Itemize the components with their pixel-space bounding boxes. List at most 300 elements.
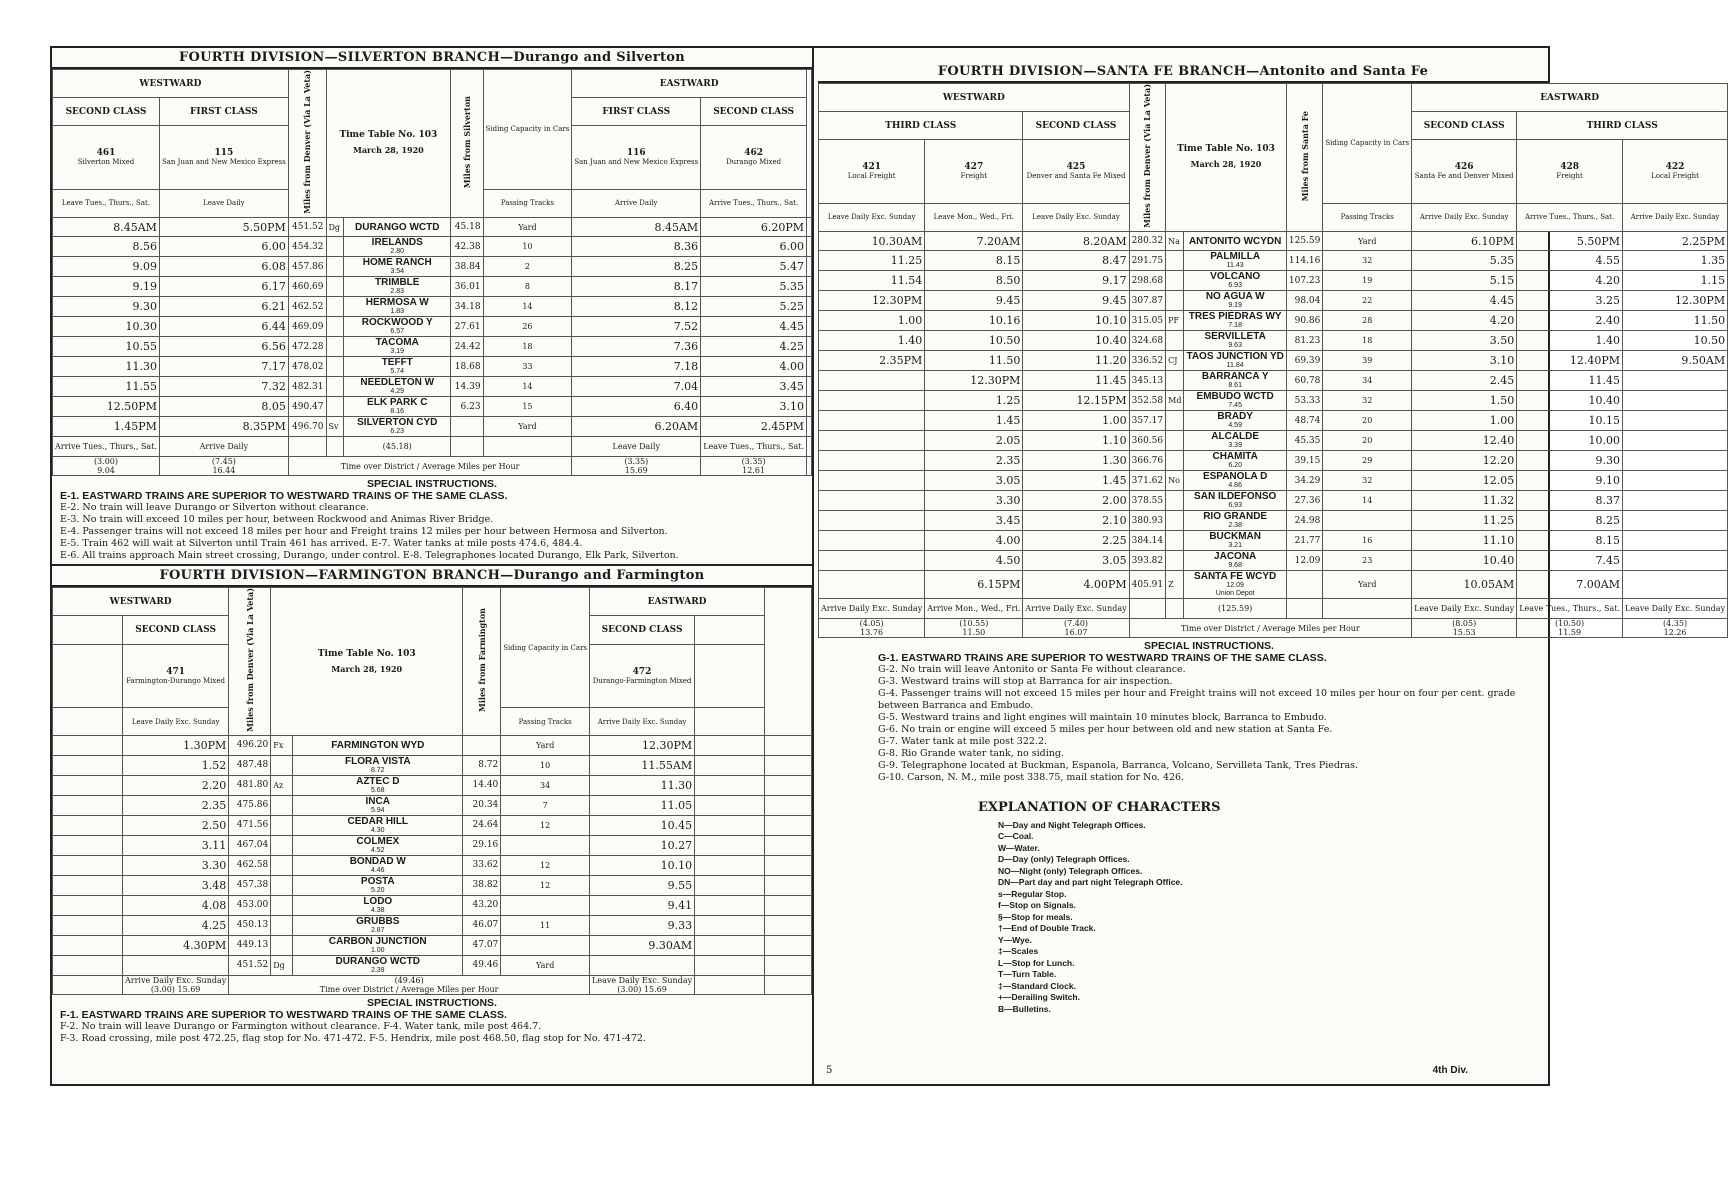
time-cell: 8.35PM — [159, 417, 288, 437]
time-cell: 7.17 — [159, 357, 288, 377]
siding-cell — [501, 835, 590, 855]
station-name: TACOMA 3.19 — [344, 337, 451, 357]
train-472: 472 Durango-Farmington Mixed — [590, 644, 695, 707]
miles-farmington-cell: 20.34 — [463, 795, 501, 815]
time-cell — [1623, 551, 1728, 571]
miles-silverton-cell: 14.39 — [451, 377, 483, 397]
silverton-title: FOURTH DIVISION—SILVERTON BRANCH—Durango and Silverton — [52, 48, 812, 69]
arrive-note: Arrive Daily Exc. Sunday — [1419, 213, 1509, 222]
time-cell: 10.30AM — [819, 231, 925, 251]
special-instructions-heading: SPECIAL INSTRUCTIONS. — [1144, 640, 1274, 653]
station-name: COLMEX 4.52 — [293, 835, 463, 855]
time-cell — [1623, 571, 1728, 599]
time-cell: 3.05 — [925, 471, 1023, 491]
miles-denver-cell: 451.52 — [288, 217, 326, 237]
station-name: JACONA 9.68 — [1184, 551, 1286, 571]
miles-denver-cell: 454.32 — [288, 237, 326, 257]
miles-denver-cell: 496.70 — [288, 417, 326, 437]
table-row — [53, 775, 812, 795]
westward-heading: WESTWARD — [53, 588, 229, 616]
legend-item: L—Stop for Lunch. — [998, 957, 1075, 968]
siding-heading: Siding Capacity in Cars — [503, 643, 588, 652]
special-instructions-heading: SPECIAL INSTRUCTIONS. — [367, 997, 497, 1010]
instruction-line: G-6. No train or engine will exceed 5 miles per hour between old and new station at Santa Fe. — [878, 724, 1333, 736]
table-row — [819, 251, 1728, 271]
station-code — [271, 875, 293, 895]
table-row — [53, 217, 812, 237]
station-name: FLORA VISTA 8.72 — [293, 755, 463, 775]
siding-cell: 2 — [483, 257, 572, 277]
siding-cell: 18 — [1323, 331, 1412, 351]
station-name: SILVERTON CYD 6.23 — [344, 417, 451, 437]
miles-silverton-cell — [451, 417, 483, 437]
legend-item: Y—Wye. — [998, 934, 1032, 945]
explanation-title: EXPLANATION OF CHARACTERS — [978, 800, 1221, 815]
miles-silverton-cell: 38.84 — [451, 257, 483, 277]
miles-denver-cell: 384.14 — [1129, 531, 1166, 551]
miles-denver-cell: 291.75 — [1129, 251, 1166, 271]
farmington-table: WESTWARD Miles from Denver (Via La Veta) Time Table No. 103 March 28, 1920 Miles from Farmington Siding Capacity in Cars EASTWARD SECOND CLASS SECOND CLASS 471 Farmington-Durango Mixed 472 Durango-Farmington Mixed Leave Daily Exc. Sunday Passing Tracks Arrive Daily Exc. Sunday 1.30PM 496.20 Fx FARMINGTON WYD Yard 12.30PM 1.52 487.48 FLORA VISTA 8.72 8.72 10 11.55AM 2.20 481.80 Az AZTEC D 5.68 14.40 34 11.30 2.35 475.86 INCA 5.94 20.34 7 11.05 2.50 471.56 CEDAR HILL 4.30 24.64 12 10.45 3.11 467.04 COLMEX 4.52 29.16 10.27 3.30 462.58 BONDAD W 4.46 33.62 12 10.10 3.48 457.38 POSTA 5.20 38.82 12 9.55 4.08 453.00 LODO 4.38 43.20 9.41 4.25 450.13 GRUBBS 2.87 46.07 11 9.33 4.30PM 449.13 CARBON JUNCTION 1.00 47.07 9.30AM 451.52 Dg DURANGO WCTD 2.39 49.46 Yard Arrive Daily Exc. Sunday (3.00) 15.69 (49.46) Time over District / Average Miles per Hour Leave Daily Exc. Sunday (3.00) 15.69 — [52, 587, 812, 995]
miles-santafe-cell: 34.29 — [1286, 471, 1323, 491]
miles-denver-cell: 453.00 — [229, 895, 271, 915]
leave-note: Leave Tues., Thurs., Sat. — [703, 442, 804, 452]
instruction-line: E-1. EASTWARD TRAINS ARE SUPERIOR TO WESTWARD TRAINS OF THE SAME CLASS. — [60, 490, 508, 503]
miles-farmington-cell: 24.64 — [463, 815, 501, 835]
instruction-line: G-9. Telegraphone located at Buckman, Espanola, Barranca, Volcano, Servilleta Tank, Tres Piedras. — [878, 760, 1359, 772]
page-number: 5 — [826, 1065, 833, 1076]
time-cell: 11.55 — [53, 377, 160, 397]
farmington-rows — [53, 736, 812, 976]
miles-silverton-cell: 6.23 — [451, 397, 483, 417]
miles-farmington-cell: 8.72 — [463, 755, 501, 775]
eastward-heading: EASTWARD — [572, 70, 807, 98]
table-row — [819, 531, 1728, 551]
silverton-instructions — [52, 476, 812, 564]
time-cell: 11.30 — [53, 357, 160, 377]
class-heading: SECOND CLASS — [53, 98, 160, 126]
train-426: 426 Santa Fe and Denver Mixed — [1412, 140, 1517, 203]
miles-santafe-cell: 27.36 — [1286, 491, 1323, 511]
train-421: 421 Local Freight — [819, 140, 925, 203]
siding-cell: 20 — [1323, 431, 1412, 451]
station-name: CHAMITA 6.20 — [1184, 451, 1286, 471]
time-cell: 11.25 — [1412, 511, 1517, 531]
total-miles: (49.46) — [394, 975, 424, 985]
siding-heading: Siding Capacity in Cars — [485, 125, 570, 134]
time-cell: 2.35 — [925, 451, 1023, 471]
time-cell: 4.08 — [123, 895, 229, 915]
instruction-line: E-4. Passenger trains will not exceed 18 miles per hour and Freight trains 12 miles per hour between Hermosa and Silverton. — [60, 526, 668, 538]
time-cell: 8.20AM — [1023, 231, 1129, 251]
miles-silverton-cell: 36.01 — [451, 277, 483, 297]
time-cell: 2.50 — [123, 815, 229, 835]
time-cell: 5.15 — [1412, 271, 1517, 291]
table-row — [819, 231, 1728, 251]
time-cell: 6.10PM — [1412, 231, 1517, 251]
siding-cell: 39 — [1323, 351, 1412, 371]
train-427: 427 Freight — [925, 140, 1023, 203]
arrive-note: Arrive Tues., Thurs., Sat. — [55, 442, 157, 452]
table-row — [819, 391, 1728, 411]
siding-cell: Yard — [483, 217, 572, 237]
time-cell: 1.15 — [1623, 271, 1728, 291]
table-row — [819, 491, 1728, 511]
table-row — [819, 351, 1728, 371]
time-cell: 1.45 — [1023, 471, 1129, 491]
train-462: 462 Durango Mixed — [701, 126, 807, 189]
left-page — [52, 48, 814, 1084]
time-cell: 4.50 — [925, 551, 1023, 571]
table-row — [53, 935, 812, 955]
time-cell: 1.50 — [1412, 391, 1517, 411]
station-name: IRELANDS 2.80 — [344, 237, 451, 257]
station-code — [271, 895, 293, 915]
miles-denver-cell: 336.52 — [1129, 351, 1166, 371]
instruction-line: G-3. Westward trains will stop at Barranca for air inspection. — [878, 676, 1173, 688]
station-code — [271, 755, 293, 775]
time-cell — [1623, 451, 1728, 471]
time-over-label: Time over District — [1181, 623, 1255, 633]
time-cell: 5.25 — [701, 297, 807, 317]
time-cell: 5.35 — [1412, 251, 1517, 271]
time-cell: 5.47 — [701, 257, 807, 277]
miles-denver-cell: 462.52 — [288, 297, 326, 317]
time-cell: 4.00PM — [1023, 571, 1129, 599]
time-cell: 1.35 — [1623, 251, 1728, 271]
time-cell: 1.25 — [925, 391, 1023, 411]
siding-cell: 28 — [1323, 311, 1412, 331]
station-name: DURANGO WCTD — [344, 217, 451, 237]
miles-santafe-cell: 98.04 — [1286, 291, 1323, 311]
time-cell: 12.40PM — [1517, 351, 1623, 371]
train-116: 116 San Juan and New Mexico Express — [572, 126, 701, 189]
time-cell: 10.10 — [590, 855, 695, 875]
arrive-note: Arrive Daily Exc. Sunday — [125, 975, 227, 985]
time-cell: 11.25 — [819, 251, 925, 271]
siding-cell: 34 — [501, 775, 590, 795]
miles-denver-cell: 460.69 — [288, 277, 326, 297]
time-cell: 5.50PM — [159, 217, 288, 237]
explanation-of-characters — [978, 800, 1221, 1015]
total-miles: (45.18) — [344, 437, 451, 457]
time-cell: 10.15 — [1517, 411, 1623, 431]
time-cell — [1623, 371, 1728, 391]
station-name: LODO 4.38 — [293, 895, 463, 915]
time-cell: 10.27 — [590, 835, 695, 855]
table-row — [53, 955, 812, 975]
miles-denver-cell: 366.76 — [1129, 451, 1166, 471]
silverton-table: WESTWARD Miles from Denver (Via La Veta) Time Table No. 103 March 28, 1920 Miles from Silverton Siding Capacity in Cars EASTWARD SECOND CLASS FIRST CLASS FIRST CLASS SECOND CLASS 461 Silverton Mixed 115 San Juan and New Mexico Express 116 San Juan and New Mexico Express 462 Durango Mixed Leave Tues., Thurs., Sat. Leave Daily Passing Tracks Arrive Daily Arrive Tues., Thurs., Sat. 8.45AM 5.50PM 451.52 Dg DURANGO WCTD 45.18 Yard 8.45AM 6.20PM 8.56 6.00 454.32 IRELANDS 2.80 42.38 10 8.36 6.00 9.09 6.08 457.86 HOME RANCH 3.54 38.84 2 8.25 5.47 9.19 6.17 460.69 TRIMBLE 2.83 36.01 8 8.17 5.35 9.30 6.21 462.52 HERMOSA W 1.83 34.18 14 8.12 5.25 10.30 6.44 469.09 ROCKWOOD Y 6.57 27.61 26 7.52 4.45 10.55 6.56 472.28 TACOMA 3.19 24.42 18 7.36 4.25 11.30 7.17 478.02 TEFFT 5.74 18.68 33 7.18 4.00 11.55 7.32 482.31 NEEDLETON W 4.29 14.39 14 7.04 3.45 12.50PM 8.05 490.47 ELK PARK C 8.16 6.23 15 6.40 3.10 1.45PM 8.35PM 496.70 Sv SILVERTON CYD 6.23 Yard 6.20AM 2.45PM Arrive Tues., Thurs., Sat. Arrive Daily (45.18) Leave Daily Leave Tues., Thurs., Sat. (3.00) 9.04 (7.45) 16.44 Time over District / Average Miles per Hour (3.35) 15.69 (3.35) 12.61 — [52, 69, 812, 476]
station-code — [1166, 371, 1184, 391]
station-name: ANTONITO WCYDN — [1184, 231, 1286, 251]
class-heading: FIRST CLASS — [572, 98, 701, 126]
leave-note: Leave Tues., Thurs., Sat. — [61, 199, 151, 208]
station-code — [271, 835, 293, 855]
miles-farmington-heading: Miles from Farmington — [476, 608, 487, 713]
legend-item: DN—Part day and part night Telegraph Office. — [998, 877, 1183, 887]
arrive-note: Arrive Mon., Wed., Fri. — [927, 604, 1021, 614]
station-code — [1166, 251, 1184, 271]
siding-cell: 7 — [501, 795, 590, 815]
miles-denver-cell: 380.93 — [1129, 511, 1166, 531]
table-row — [819, 471, 1728, 491]
time-cell: 3.50 — [1412, 331, 1517, 351]
class-heading: SECOND CLASS — [1412, 112, 1517, 140]
time-cell: 4.00 — [701, 357, 807, 377]
station-name: EMBUDO WCTD 7.45 — [1184, 391, 1286, 411]
legend-item: N—Day and Night Telegraph Offices. — [998, 819, 1146, 830]
siding-cell: 34 — [1323, 371, 1412, 391]
time-cell: 1.00 — [819, 311, 925, 331]
leave-note: Leave Daily — [612, 442, 660, 452]
station-code — [1166, 291, 1184, 311]
miles-denver-cell: 393.82 — [1129, 551, 1166, 571]
westward-heading: WESTWARD — [53, 70, 289, 98]
station-name: CARBON JUNCTION 1.00 — [293, 935, 463, 955]
time-cell: 1.45 — [925, 411, 1023, 431]
miles-denver-cell: 449.13 — [229, 935, 271, 955]
time-cell: 4.20 — [1412, 311, 1517, 331]
miles-denver-cell: 487.48 — [229, 755, 271, 775]
time-cell: 6.17 — [159, 277, 288, 297]
station-code — [326, 377, 344, 397]
time-cell: 6.56 — [159, 337, 288, 357]
time-cell: 9.30 — [1517, 451, 1623, 471]
time-cell: 10.40 — [1517, 391, 1623, 411]
siding-cell: 12 — [501, 855, 590, 875]
legend-item: B—Bulletins. — [998, 1003, 1051, 1014]
time-cell: 3.30 — [925, 491, 1023, 511]
time-cell: 10.50 — [925, 331, 1023, 351]
table-row — [819, 411, 1728, 431]
station-code: Z — [1166, 571, 1184, 599]
miles-santafe-cell: 24.98 — [1286, 511, 1323, 531]
instruction-line: G-1. EASTWARD TRAINS ARE SUPERIOR TO WESTWARD TRAINS OF THE SAME CLASS. — [878, 652, 1327, 665]
farmington-title: FOURTH DIVISION—FARMINGTON BRANCH—Durango and Farmington — [52, 566, 812, 587]
siding-cell: 33 — [483, 357, 572, 377]
time-cell: 11.45 — [1517, 371, 1623, 391]
time-cell: 3.30 — [123, 855, 229, 875]
time-cell: 7.20AM — [925, 231, 1023, 251]
time-cell — [123, 955, 229, 975]
time-cell: 8.45AM — [53, 217, 160, 237]
time-cell: 2.35PM — [819, 351, 925, 371]
leave-note: Leave Daily Exc. Sunday — [1414, 604, 1515, 614]
station-name: NO AGUA W 9.19 — [1184, 291, 1286, 311]
train-471: 471 Farmington-Durango Mixed — [123, 644, 229, 707]
time-cell: 10.00 — [1517, 431, 1623, 451]
table-row — [53, 317, 812, 337]
instruction-line: E-6. All trains approach Main street crossing, Durango, under control. E-8. Telegraphones located Durango, Elk Park, Silverton. — [60, 550, 679, 562]
miles-santafe-cell: 125.59 — [1286, 231, 1323, 251]
avg-miles-label: Average Miles per Hour — [422, 461, 520, 471]
class-heading: SECOND CLASS — [1023, 112, 1129, 140]
siding-cell: 18 — [483, 337, 572, 357]
siding-heading: Siding Capacity in Cars — [1325, 139, 1410, 148]
arrive-note: Arrive Daily — [199, 442, 249, 452]
station-code — [326, 237, 344, 257]
time-cell: 11.30 — [590, 775, 695, 795]
arrive-note: Arrive Daily — [614, 199, 658, 208]
time-cell — [819, 391, 925, 411]
station-code: Na — [1166, 231, 1184, 251]
table-row — [53, 915, 812, 935]
eastward-heading: EASTWARD — [1412, 84, 1728, 112]
miles-denver-cell: 315.05 — [1129, 311, 1166, 331]
legend-item: T—Turn Table. — [998, 969, 1057, 979]
table-row — [53, 755, 812, 775]
santafe-table: WESTWARD Miles from Denver (Via La Veta) Time Table No. 103 March 28, 1920 Miles from Santa Fe Siding Capacity in Cars EASTWARD THIRD CLASS SECOND CLASS SECOND CLASS THIRD CLASS 421 Local Freight 427 Freight 425 Denver and Santa Fe Mixed 426 Santa Fe and Denver Mixed 428 Freight 422 Local Freight Leave Daily Exc. Sunday Leave Mon., Wed., Fri. Leave Daily Exc. Sunday Passing Tracks Arrive Daily Exc. Sunday Arrive Tues., Thurs., Sat. Arrive Daily Exc. Sunday 10.30AM 7.20AM 8.20AM 280.32 Na ANTONITO WCYDN 125.59 Yard 6.10PM 5.50PM 2.25PM 11.25 8.15 8.47 291.75 PALMILLA 11.43 114.16 32 5.35 4.55 1.35 11.54 8.50 9.17 298.68 VOLCANO 6.93 107.23 19 5.15 4.20 1.15 12.30PM 9.45 9.45 307.87 NO AGUA W 9.19 98.04 22 4.45 3.25 12.30PM 1.00 10.16 10.10 315.05 PF TRES PIEDRAS WY 7.18 90.86 28 4.20 2.40 11.50 1.40 10.50 10.40 324.68 SERVILLETA 9.63 81.23 18 3.50 1.40 10.50 2.35PM 11.50 11.20 336.52 CJ TAOS JUNCTION YD 11.84 69.39 39 3.10 12.40PM 9.50AM 12.30PM 11.45 345.13 BARRANCA Y 8.61 60.78 34 2.45 11.45 1.25 12.15PM 352.58 Md EMBUDO WCTD 7.45 53.33 32 1.50 10.40 1.45 1.00 357.17 BRADY 4.59 48.74 20 1.00 10.15 2.05 1.10 360.56 ALCALDE 3.39 45.35 20 12.40 10.00 2.35 1.30 366.76 CHAMITA 6.20 39.15 29 12.20 9.30 3.05 1.45 371.62 No ESPANOLA D 4.86 34.29 32 12.05 9.10 3.30 2.00 378.55 SAN ILDEFONSO 6.93 27.36 14 11.32 8.37 3.45 2.10 380.93 RIO GRANDE 2.38 24.98 11.25 8.25 4.00 2.25 384.14 BUCKMAN 3.21 21.77 16 11.10 8.15 4.50 3.05 393.82 JACONA 9.68 12.09 23 10.40 7.45 6.15PM 4.00PM 405.91 Z SANTA FE WCYD 12.09 Union Depot Yard 10.05AM 7.00AM Arrive Daily Exc. Sunday Arrive Mon., Wed., Fri. Arrive Daily Exc. Sunday (125.59) Leave Daily Exc. Sunday Leave Tues., Thurs., Sat. Leave Daily Exc. Sunday (4.05) 13.76 (10.55) 11.50 (7.40) 16.07 Time over District / Average Miles per Hour (8.05) 15.53 (10.50) 11.59 (4.35) 12.26 — [818, 83, 1728, 638]
class-heading: SECOND CLASS — [123, 616, 229, 644]
table-row — [53, 795, 812, 815]
station-name: POSTA 5.20 — [293, 875, 463, 895]
table-row — [819, 331, 1728, 351]
station-code — [1166, 511, 1184, 531]
station-name: ESPANOLA D 4.86 — [1184, 471, 1286, 491]
miles-santafe-cell: 48.74 — [1286, 411, 1323, 431]
time-cell — [819, 551, 925, 571]
time-cell: 10.40 — [1023, 331, 1129, 351]
legend-item: ‡—Standard Clock. — [998, 980, 1076, 991]
time-cell: 8.17 — [572, 277, 701, 297]
siding-cell: 12 — [501, 875, 590, 895]
siding-cell: 11 — [501, 915, 590, 935]
station-name: ELK PARK C 8.16 — [344, 397, 451, 417]
time-cell: 4.45 — [1412, 291, 1517, 311]
siding-cell: 20 — [1323, 411, 1412, 431]
time-cell — [819, 531, 925, 551]
time-cell: 8.56 — [53, 237, 160, 257]
miles-santafe-cell — [1286, 571, 1323, 599]
time-cell — [590, 955, 695, 975]
eastward-heading: EASTWARD — [590, 588, 765, 616]
siding-cell: Yard — [483, 417, 572, 437]
station-code: Sv — [326, 417, 344, 437]
time-cell: 9.30AM — [590, 935, 695, 955]
miles-denver-cell: 405.91 — [1129, 571, 1166, 599]
table-row — [819, 511, 1728, 531]
miles-denver-cell: 450.13 — [229, 915, 271, 935]
station-name: AZTEC D 5.68 — [293, 775, 463, 795]
leave-note: Leave Daily Exc. Sunday — [592, 975, 693, 985]
legend-item: D—Day (only) Telegraph Offices. — [998, 854, 1130, 864]
silverton-section — [52, 48, 812, 564]
station-code — [1166, 271, 1184, 291]
legend-item: ‡—Scales — [998, 946, 1039, 956]
siding-cell: 29 — [1323, 451, 1412, 471]
time-cell: 11.32 — [1412, 491, 1517, 511]
table-row — [53, 895, 812, 915]
time-cell: 8.37 — [1517, 491, 1623, 511]
arrive-note: Arrive Daily Exc. Sunday — [1630, 213, 1720, 222]
time-cell: 3.45 — [925, 511, 1023, 531]
passing-heading: Passing Tracks — [518, 717, 572, 726]
instruction-line: G-5. Westward trains and light engines will maintain 10 minutes block, Barranca to Embudo. — [878, 712, 1327, 724]
station-code — [271, 935, 293, 955]
leave-note: Leave Daily Exc. Sunday — [1625, 604, 1726, 614]
time-cell: 8.12 — [572, 297, 701, 317]
miles-santafe-cell: 60.78 — [1286, 371, 1323, 391]
time-cell: 12.30PM — [819, 291, 925, 311]
miles-denver-cell: 360.56 — [1129, 431, 1166, 451]
time-cell: 4.25 — [123, 915, 229, 935]
time-cell — [819, 571, 925, 599]
miles-santafe-heading: Miles from Santa Fe — [1299, 110, 1310, 202]
table-row — [53, 337, 812, 357]
station-name: NEEDLETON W 4.29 — [344, 377, 451, 397]
miles-santafe-cell: 69.39 — [1286, 351, 1323, 371]
silverton-rows — [53, 217, 812, 437]
time-cell: 4.45 — [701, 317, 807, 337]
miles-denver-cell: 457.86 — [288, 257, 326, 277]
time-cell: 9.17 — [1023, 271, 1129, 291]
arrive-note: Arrive Daily Exc. Sunday — [597, 717, 687, 726]
santafe-title: FOURTH DIVISION—SANTA FE BRANCH—Antonito and Santa Fe — [818, 62, 1548, 83]
time-cell: 8.47 — [1023, 251, 1129, 271]
time-cell: 11.10 — [1412, 531, 1517, 551]
station-code — [1166, 451, 1184, 471]
time-cell: 4.55 — [1517, 251, 1623, 271]
time-cell: 10.45 — [590, 815, 695, 835]
station-code — [326, 297, 344, 317]
station-name: DURANGO WCTD 2.39 — [293, 955, 463, 975]
siding-cell: 10 — [483, 237, 572, 257]
legend-item: s—Regular Stop. — [998, 888, 1067, 899]
legend-item: §—Stop for meals. — [998, 911, 1073, 922]
station-name: TRES PIEDRAS WY 7.18 — [1184, 311, 1286, 331]
miles-silverton-cell: 24.42 — [451, 337, 483, 357]
siding-cell: 8 — [483, 277, 572, 297]
time-cell — [819, 491, 925, 511]
time-cell: 6.20AM — [572, 417, 701, 437]
station-code — [1166, 531, 1184, 551]
time-cell: 12.30PM — [590, 736, 695, 756]
santafe-rows — [819, 231, 1728, 599]
miles-denver-cell: 280.32 — [1129, 231, 1166, 251]
siding-cell: 32 — [1323, 471, 1412, 491]
time-cell: 12.20 — [1412, 451, 1517, 471]
time-cell: 10.40 — [1412, 551, 1517, 571]
miles-denver-cell: 451.52 — [229, 955, 271, 975]
station-code — [1166, 331, 1184, 351]
miles-santafe-cell: 114.16 — [1286, 251, 1323, 271]
table-row — [53, 815, 812, 835]
table-row — [819, 451, 1728, 471]
station-code — [326, 397, 344, 417]
miles-silverton-cell: 18.68 — [451, 357, 483, 377]
table-row — [53, 377, 812, 397]
time-cell — [1623, 431, 1728, 451]
farmington-section — [52, 564, 812, 1047]
miles-silverton-cell: 27.61 — [451, 317, 483, 337]
time-cell: 9.33 — [590, 915, 695, 935]
time-cell: 2.25PM — [1623, 231, 1728, 251]
time-cell: 8.25 — [1517, 511, 1623, 531]
time-cell: 9.45 — [925, 291, 1023, 311]
train-115: 115 San Juan and New Mexico Express — [159, 126, 288, 189]
station-name: BARRANCA Y 8.61 — [1184, 371, 1286, 391]
miles-farmington-cell: 29.16 — [463, 835, 501, 855]
timetable-no: Time Table No. 103 March 28, 1920 — [326, 70, 451, 218]
miles-denver-cell: 457.38 — [229, 875, 271, 895]
table-row — [819, 371, 1728, 391]
station-name: INCA 5.94 — [293, 795, 463, 815]
station-code — [326, 277, 344, 297]
time-cell: 3.10 — [1412, 351, 1517, 371]
time-cell: 9.09 — [53, 257, 160, 277]
miles-denver-heading: Miles from Denver (Via La Veta) — [302, 70, 313, 214]
time-cell: 10.10 — [1023, 311, 1129, 331]
